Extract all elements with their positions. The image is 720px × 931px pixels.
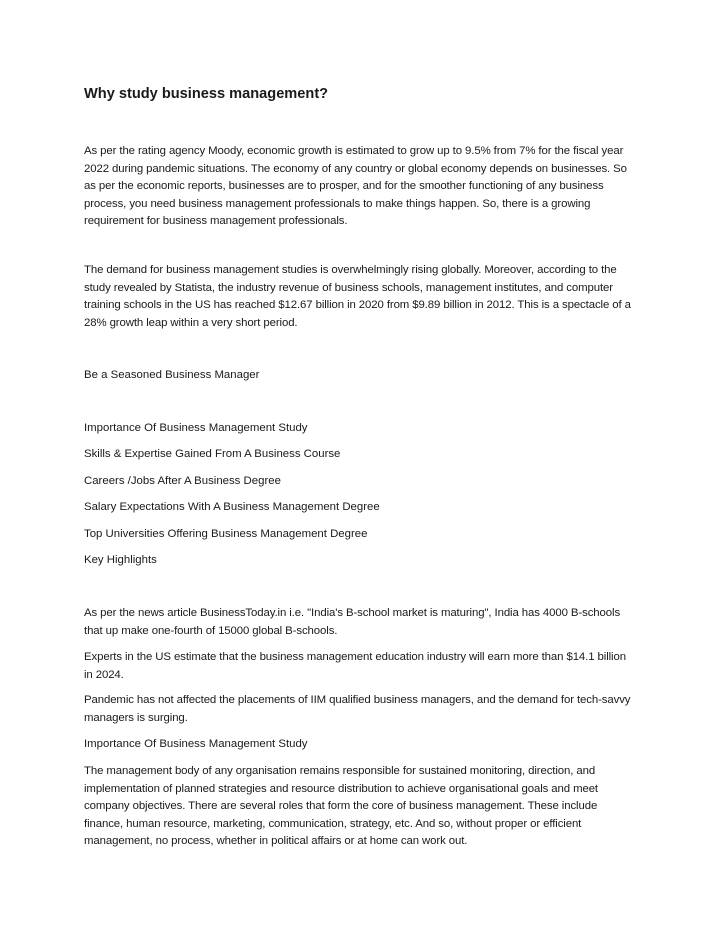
importance-paragraph: The management body of any organisation remains responsible for sustained monitoring, direction, and implementation of planned strategies and resource distribution to achieve organisational goals and meet company objectives. There are several roles that form the core of business management. These include finance, human resource, marketing, communication, strategy, etc. And so, without proper or efficient management, no process, whether in political affairs or at home can work out. <box>84 765 598 847</box>
intro-paragraph-1: As per the rating agency Moody, economic growth is estimated to grow up to 9.5% from 7% for the fiscal year 2022 during pandemic situations. The economy of any country or global economy depends on businesses. So as per the economic reports, businesses are to prosper, and for the smoother functioning of any business process, you need business management professionals to make things happen. So, there is a growing requirement for business management professionals. <box>84 145 627 227</box>
toc-item: Salary Expectations With A Business Management Degree <box>84 501 380 513</box>
highlight-paragraph: Experts in the US estimate that the business management education industry will earn more than $14.1 billion in 2024. <box>84 651 626 681</box>
highlight-paragraph: Pandemic has not affected the placements of IIM qualified business managers, and the demand for tech-savvy managers is surging. <box>84 694 631 724</box>
toc-item: Top Universities Offering Business Management Degree <box>84 528 368 540</box>
highlight-paragraph: As per the news article BusinessToday.in i.e. "India's B-school market is maturing", India has 4000 B-schools that up make one-fourth of 15000 global B-schools. <box>84 607 621 637</box>
toc-item: Importance Of Business Management Study <box>84 422 308 434</box>
importance-heading: Importance Of Business Management Study <box>84 738 308 750</box>
intro-paragraph-2: The demand for business management studies is overwhelmingly rising globally. Moreover, according to the study revealed by Statista, the industry revenue of business schools, management institutes, and computer training schools in the US has reached $12.67 billion in 2020 from $9.89 billion in 2012. This is a spectacle of a 28% growth leap within a very short period. <box>84 264 631 329</box>
toc-item: Key Highlights <box>84 554 157 566</box>
toc-item: Careers /Jobs After A Business Degree <box>84 475 281 487</box>
toc-item: Skills & Expertise Gained From A Business Course <box>84 448 341 460</box>
page-title: Why study business management? <box>84 86 329 102</box>
section-heading: Be a Seasoned Business Manager <box>84 369 260 381</box>
